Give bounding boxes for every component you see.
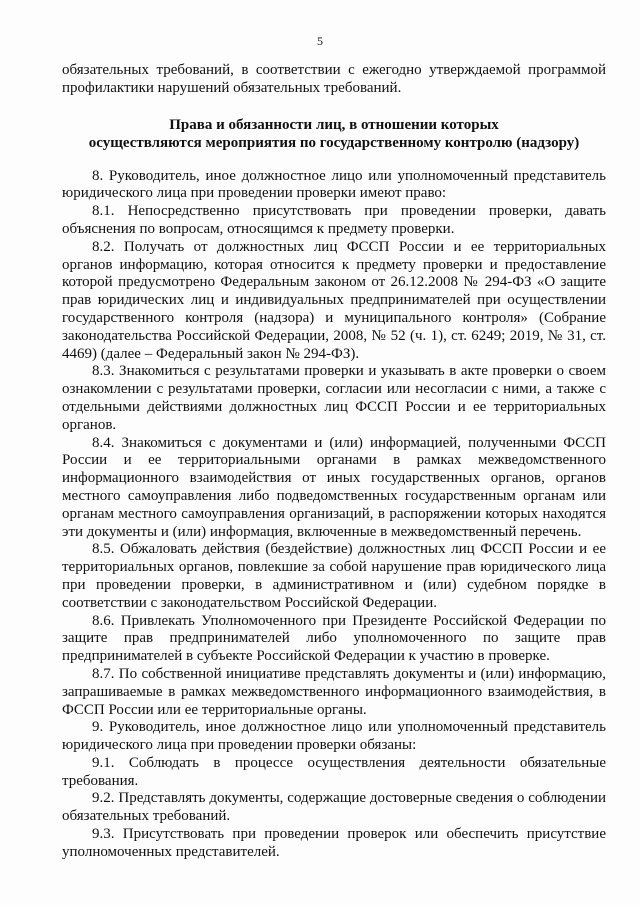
- paragraph-8-1: 8.1. Непосредственно присутствовать при проведении проверки, давать объяснения по вопросам, относящимся к предмету проверки.: [62, 203, 606, 237]
- section-title-line-2: осуществляются мероприятия по государственному контролю (надзору): [88, 134, 580, 151]
- section-title: [62, 116, 606, 152]
- paragraph-9: 9. Руководитель, иное должностное лицо или уполномоченный представитель юридического лица при проведении проверки обязаны:: [62, 719, 606, 754]
- page-number: 5: [317, 34, 323, 48]
- paragraph-9-1: 9.1. Соблюдать в процессе осуществления деятельности обязательные требования.: [62, 754, 606, 789]
- document-body: [62, 62, 606, 862]
- paragraph-8-7: 8.7. По собственной инициативе представлять документы и (или) информацию, запрашиваемые в рамках межведомственного информационного взаимодействия, в ФССП России или ее территориальные органы.: [62, 665, 606, 718]
- paragraph-8-2: 8.2. Получать от должностных лиц ФССП России и ее территориальных органов информацию, которая относится к предмету проверки и предоставление которой предусмотрено Федеральным законом от 26.12.2008 № 294-ФЗ «О защите прав юридических лиц и индивидуальных предпринимателей при осуществлении государственного контроля (надзора) и муниципального контроля» (Собрание законодательства Российской Федерации, 2008, № 52 (ч. 1), ст. 6249; 2019, № 31, ст. 4469) (далее – Федеральный закон № 294-ФЗ).: [62, 238, 606, 362]
- paragraph-8-3: 8.3. Знакомиться с результатами проверки и указывать в акте проверки о своем ознакомлении с результатами проверки, согласии или несогласии с ними, а также с отдельными действиями должностных лиц ФССП России и ее территориальных органов.: [62, 363, 606, 433]
- paragraph-8-5: 8.5. Обжаловать действия (бездействие) должностных лиц ФССП России и ее территориальных органов, повлекшие за собой нарушение прав юридического лица при проведении проверки, в административном и (или) судебном порядке в соответствии с законодательством Российской Федерации.: [62, 541, 606, 611]
- paragraph-9-2: 9.2. Представлять документы, содержащие достоверные сведения о соблюдении обязательных требований.: [62, 790, 606, 825]
- paragraph-9-3: 9.3. Присутствовать при проведении проверок или обеспечить присутствие уполномоченных представителей.: [62, 826, 606, 860]
- paragraph-8-4: 8.4. Знакомиться с документами и (или) информацией, полученными ФССП России и ее территориальными органами в рамках межведомственного информационного взаимодействия от иных государственных органов, органов местного самоуправления либо подведомственных государственным органам или органам местного самоуправления организаций, в распоряжении которых находятся эти документы и (или) информация, включенные в межведомственный перечень.: [62, 434, 606, 540]
- paragraph-8: 8. Руководитель, иное должностное лицо или уполномоченный представитель юридического лица при проведении проверки имеют право:: [62, 167, 606, 202]
- intro-paragraph: обязательных требований, в соответствии с ежегодно утверждаемой программой профилактики нарушений обязательных требований.: [62, 62, 606, 96]
- section-title-line-1: Права и обязанности лиц, в отношении которых: [169, 116, 499, 133]
- paragraph-8-6: 8.6. Привлекать Уполномоченного при Президенте Российской Федерации по защите прав предпринимателей либо уполномоченного по защите прав предпринимателей в субъекте Российской Федерации к участию в проверке.: [62, 612, 606, 665]
